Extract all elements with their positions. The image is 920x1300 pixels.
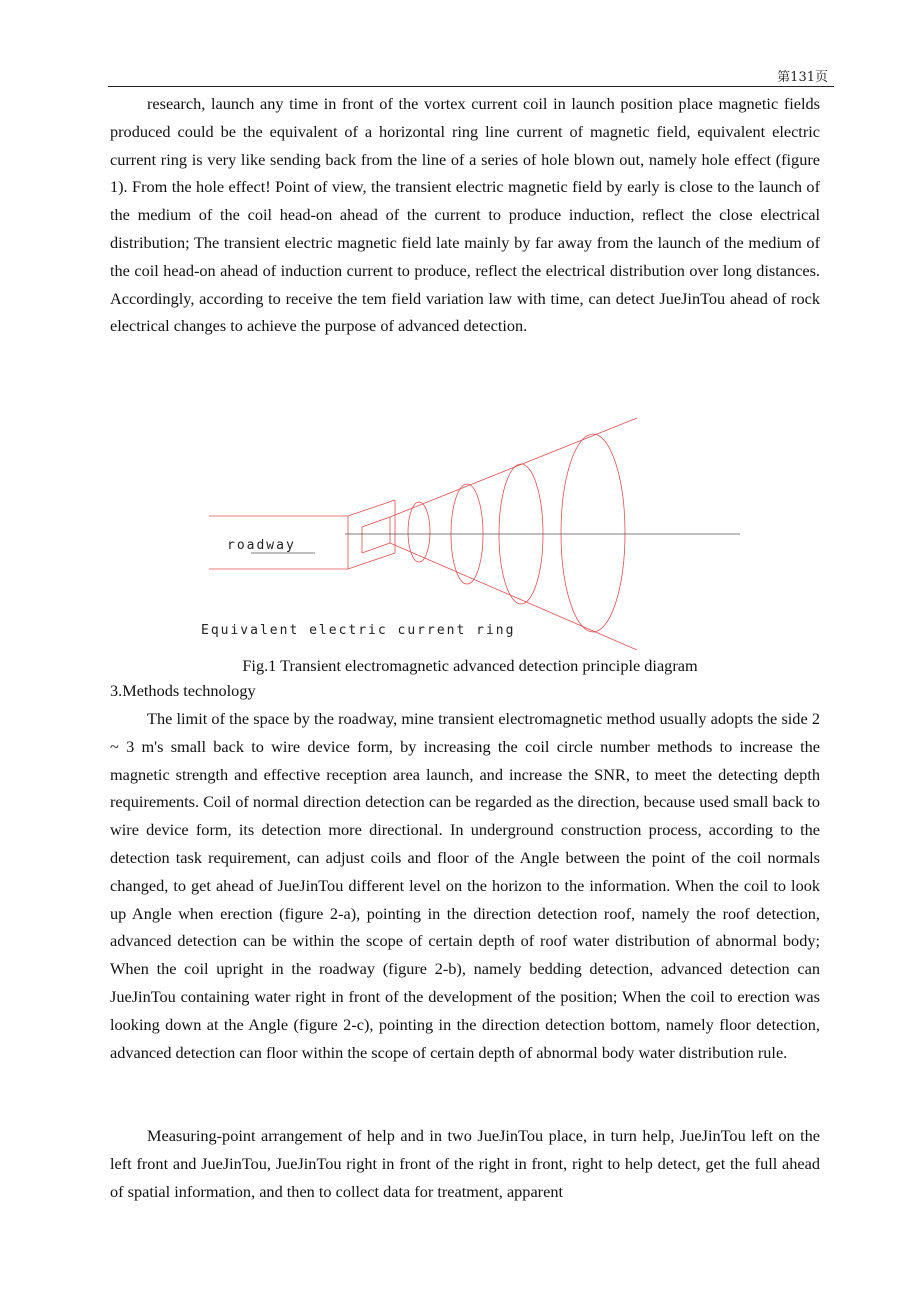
section-heading: 3.Methods technology xyxy=(110,681,256,700)
body-paragraph-2: The limit of the space by the roadway, mine transient electromagnetic method usually adopts the side 2 ~ 3 m's small back to wire device form, by increasing the coil circle number methods to increase the magnetic strength and effective reception area launch, and increase the SNR, to meet the detecting depth requirements. Coil of normal direction detection can be regarded as the direction, because used small back to wire device form, its detection more directional. In underground construction process, according to the detection task requirement, can adjust coils and floor of the Angle between the point of the coil normals changed, to get ahead of JueJinTou different level on the horizon to the information. When the coil to look up Angle when erection (figure 2-a), pointing in the direction detection roof, namely the roof detection, advanced detection can be within the scope of certain depth of roof water distribution of abnormal body; When the coil upright in the roadway (figure 2-b), namely bedding detection, advanced detection can JueJinTou containing water right in front of the development of the position; When the coil to erection was looking down at the Angle (figure 2-c), pointing in the direction detection bottom, namely floor detection, advanced detection can floor within the scope of certain depth of abnormal body water distribution rule. xyxy=(110,709,820,1062)
page-header xyxy=(108,58,834,87)
roadway-box xyxy=(209,500,395,569)
equivalent-ring-label: Equivalent electric current ring xyxy=(201,623,516,638)
page-number: 第131页 xyxy=(777,70,828,85)
figure-1-diagram xyxy=(195,410,755,650)
roadway-label: roadway xyxy=(227,538,296,553)
body-paragraph-1: research, launch any time in front of the vortex current coil in launch position place magnetic fields produced could be the equivalent of a horizontal ring line current of magnetic field, equivalent electric current ring is very like sending back from the line of a series of hole blown out, namely hole effect (figure 1). From the hole effect! Point of view, the transient electric magnetic field by early is close to the launch of the medium of the coil head-on ahead of the current to produce induction, reflect the close electrical distribution; The transient electric magnetic field late mainly by far away from the launch of the medium of the coil head-on ahead of induction current to produce, reflect the electrical distribution over long distances. Accordingly, according to receive the tem field variation law with time, can detect JueJinTou ahead of rock electrical changes to achieve the purpose of advanced detection. xyxy=(110,94,820,336)
current-ring-4 xyxy=(561,434,625,632)
body-paragraph-3: Measuring-point arrangement of help and in two JueJinTou place, in turn help, JueJinTou left on the left front and JueJinTou, JueJinTou right in front of the right in front, right to help detect, get the full ahead of spatial information, and then to collect data for treatment, apparent xyxy=(110,1126,820,1201)
current-ring-1 xyxy=(408,502,430,562)
figure-caption: Fig.1 Transient electromagnetic advanced detection principle diagram xyxy=(242,656,698,675)
